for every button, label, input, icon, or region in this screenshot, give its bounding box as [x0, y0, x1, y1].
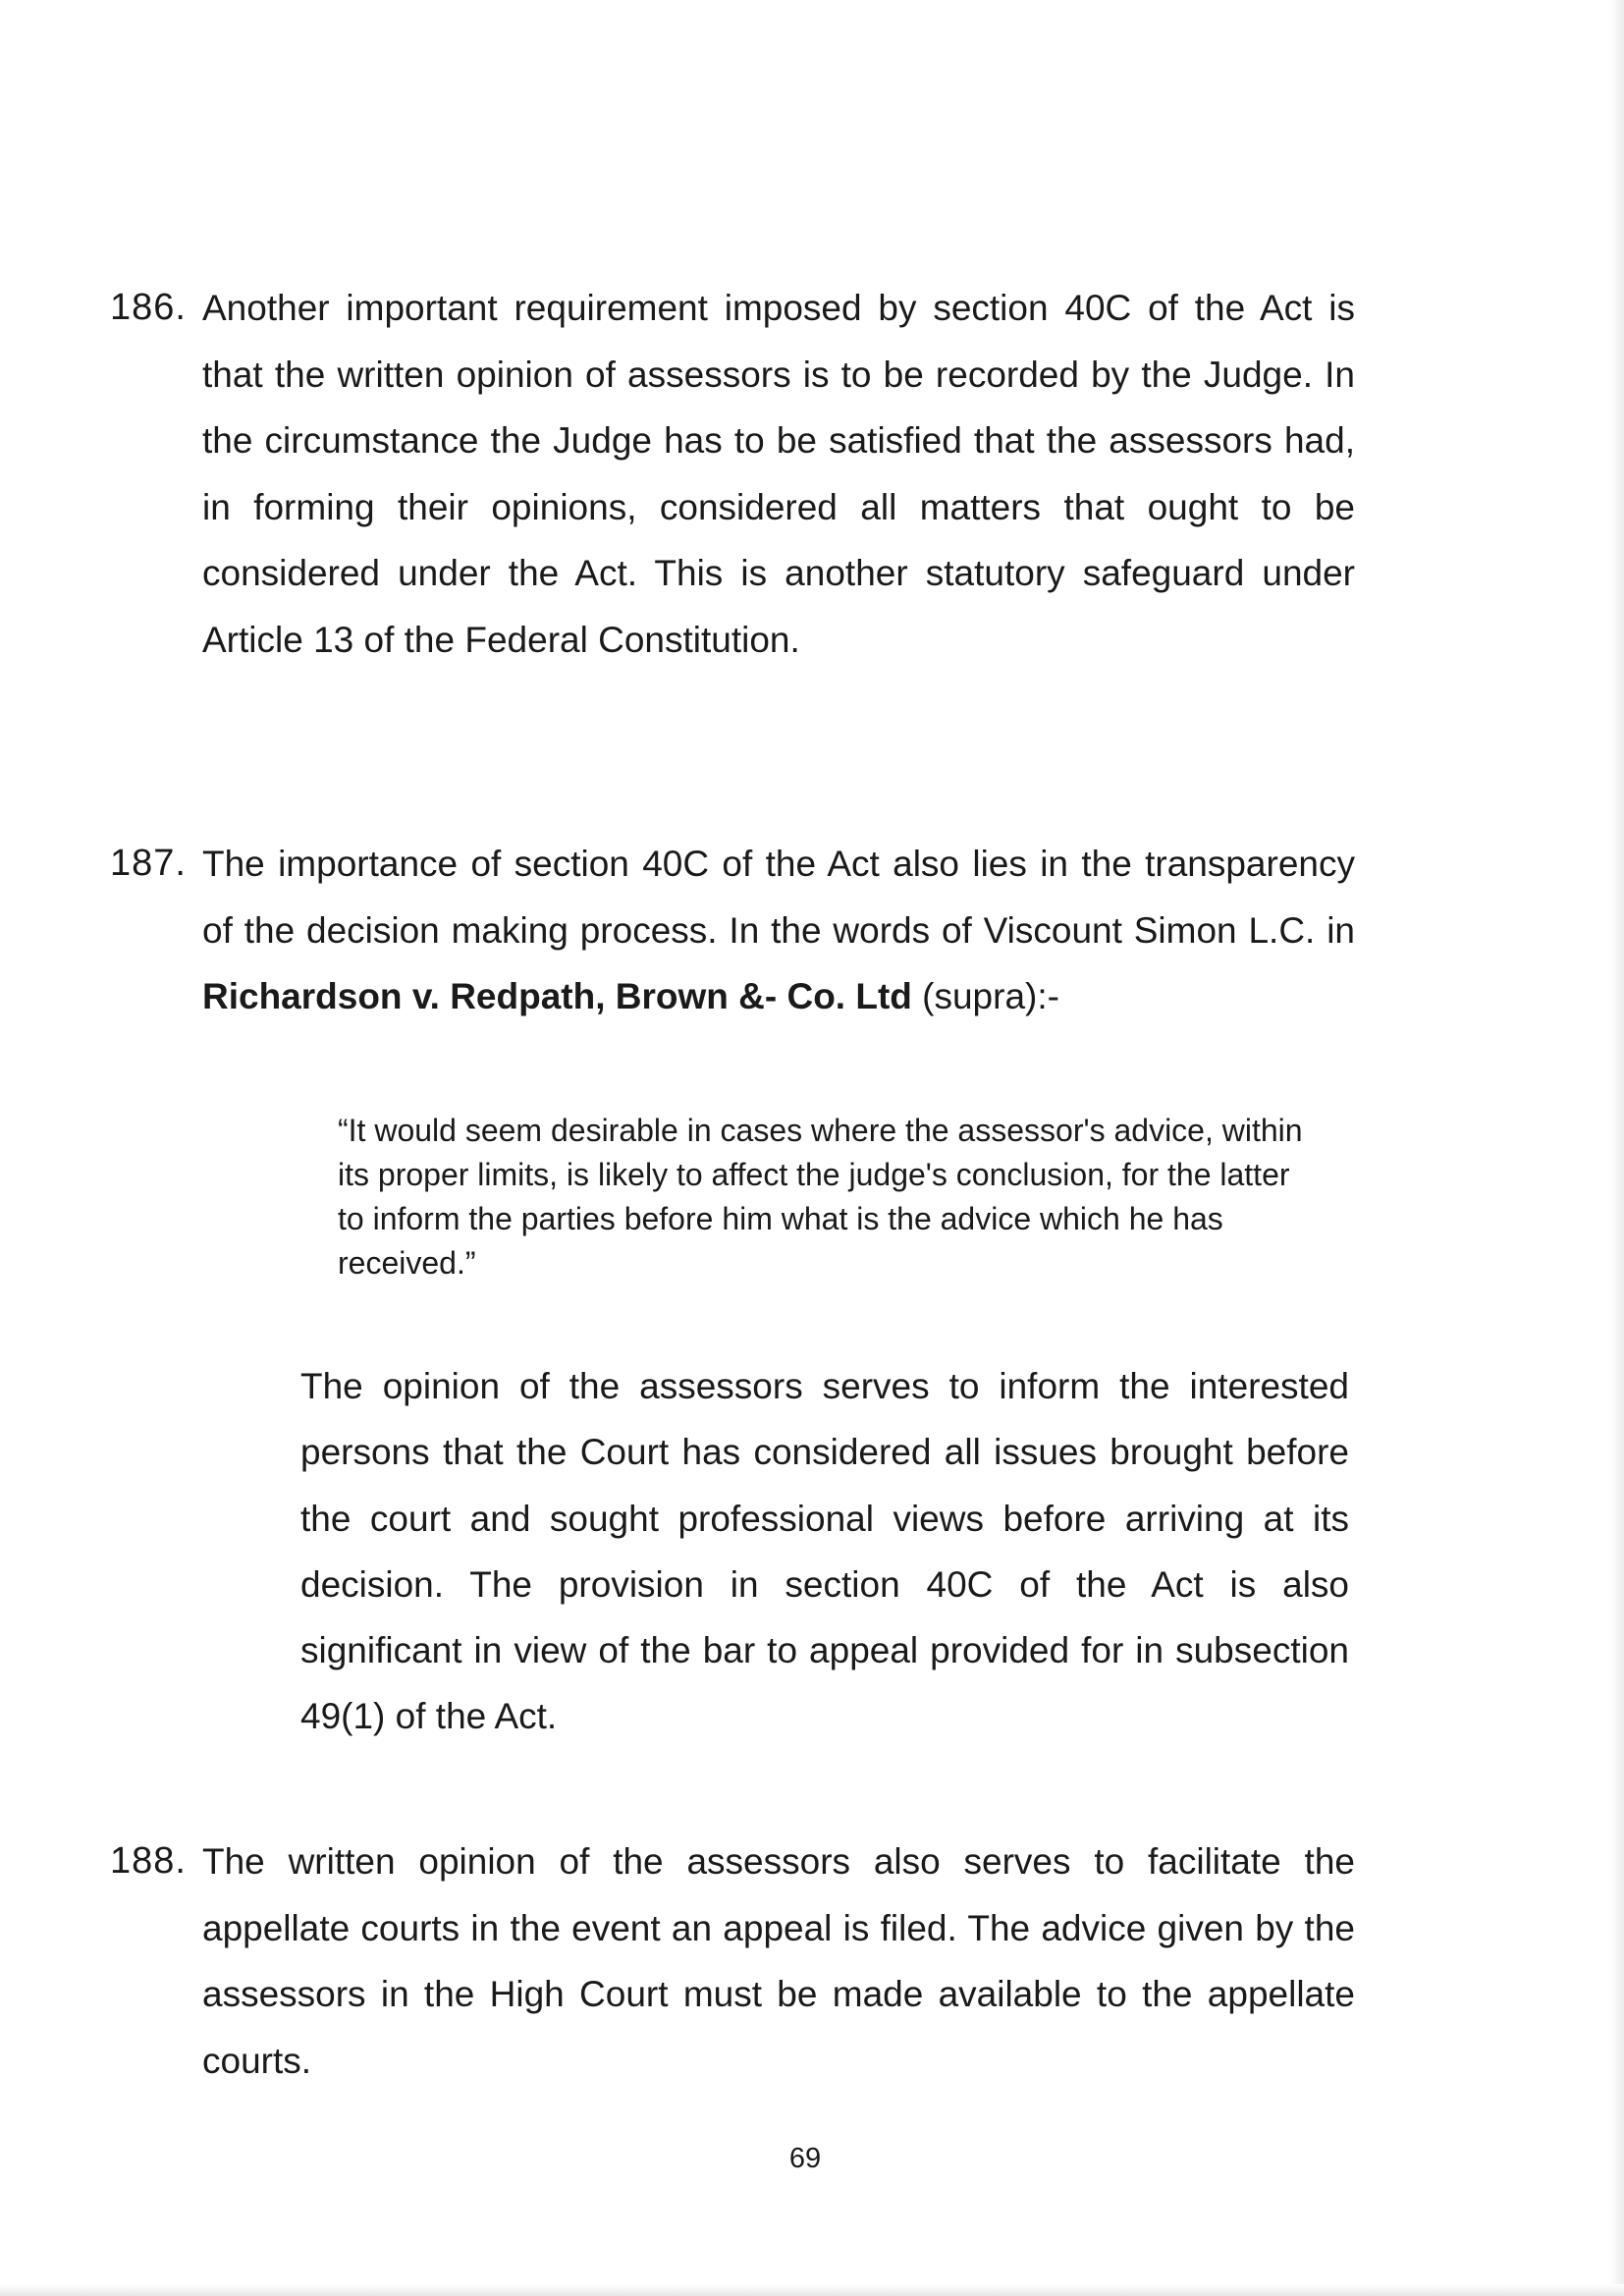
paragraph-text: Another important requirement imposed by section 40C of the Act is that the written opinion of assessors is to be recorded by the Judge. In the circumstance the Judge has to be satisfied that the assessors had, in forming their opinions, considered all matters that ought to be considered under the Act. This is another statutory safeguard under Article 13 of the Federal Constitution. [202, 288, 1355, 660]
paragraph-text-after: (supra):- [922, 976, 1059, 1016]
paragraph-text-before: The importance of section 40C of the Act also lies in the transparency of the decision making process. In the words of Viscount Simon L.C. in [202, 844, 1355, 951]
paragraph-number: 188. [110, 1840, 187, 1882]
paragraph-continuation: The opinion of the assessors serves to inform the interested persons that the Court has considered all issues brought before the court and sought professional views before arriving at its decision. The provision in section 40C of the Act is also significant in view of the bar to appeal provided for in subsection 49(1) of the Act. [300, 1366, 1349, 1737]
page-number: 69 [788, 2143, 822, 2174]
paragraph-188 [110, 1829, 1355, 2094]
paragraph-text: The written opinion of the assessors also serves to facilitate the appellate courts in the event an appeal is filed. The advice given by the assessors in the High Court must be made available to the appellate courts. [202, 1841, 1355, 2081]
paragraph-text [202, 831, 1355, 1030]
page-edge-shadow [1610, 0, 1624, 2296]
paragraph-number: 187. [110, 843, 187, 884]
paragraph-number: 186. [110, 287, 187, 328]
paragraph-186 [110, 275, 1355, 673]
case-citation: Richardson v. Redpath, Brown &- Co. Ltd [202, 976, 912, 1016]
paragraph-187 [110, 831, 1355, 1030]
page-bottom-shadow [0, 2284, 1624, 2296]
block-quote: “It would seem desirable in cases where the assessor's advice, within its proper limits, is likely to affect the judge's conclusion, for the latter to inform the parties before him what is the advice which he has received.” [338, 1113, 1303, 1281]
